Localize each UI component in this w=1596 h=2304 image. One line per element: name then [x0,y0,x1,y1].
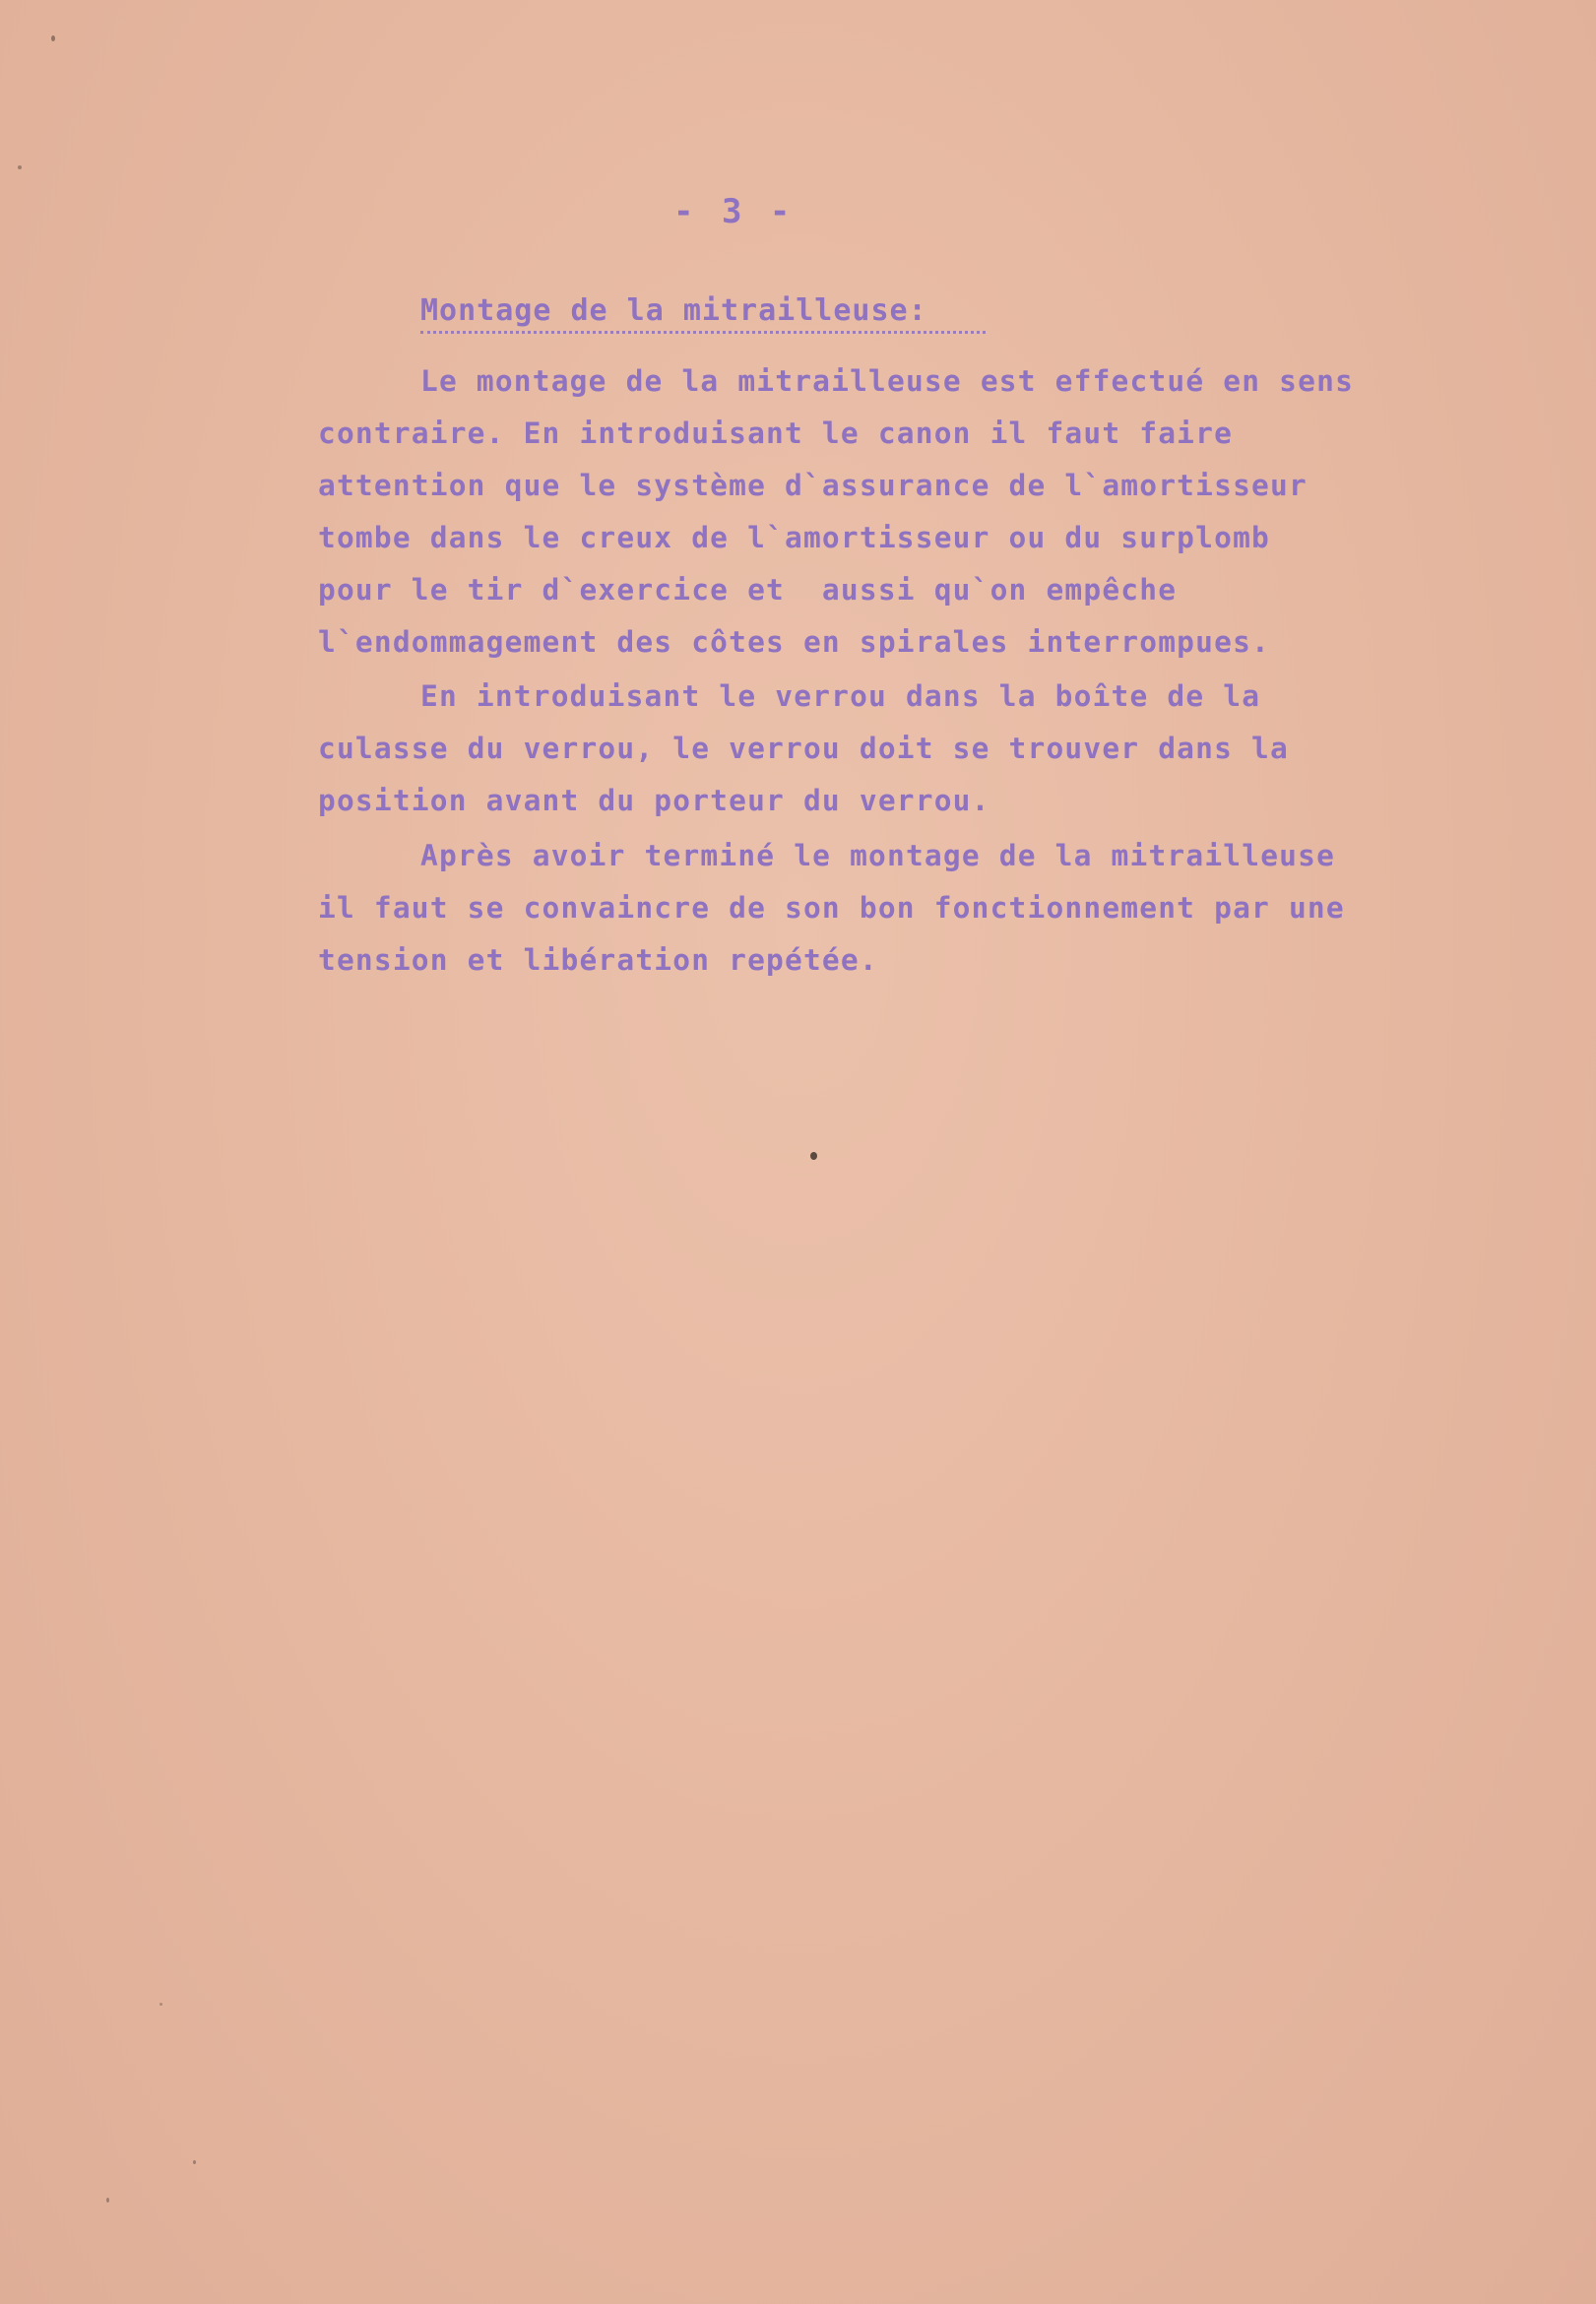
paper-speck [810,1152,817,1160]
paragraph-2-line-2: culasse du verrou, le verrou doit se trouver dans la [318,732,1289,765]
paragraph-1-line-1: Le montage de la mitrailleuse est effectué en sens [420,364,1355,398]
page-number: - 3 - [673,192,795,231]
paragraph-1-line-3: attention que le système d`assurance de l`amortisseur [318,469,1308,502]
paper-speck [193,2160,196,2164]
paragraph-1-line-6: l`endommagement des côtes en spirales interrompues. [318,625,1270,659]
paragraph-2-line-1: En introduisant le verrou dans la boîte de la [420,679,1261,713]
paragraph-3-line-3: tension et libération repétée. [318,943,878,977]
paragraph-2-line-3: position avant du porteur du verrou. [318,784,990,817]
paper-speck [51,35,55,41]
paragraph-1-line-4: tombe dans le creux de l`amortisseur ou du surplomb [318,521,1270,554]
paragraph-1-line-2: contraire. En introduisant le canon il faut faire [318,416,1234,450]
section-heading: Montage de la mitrailleuse: [420,293,927,328]
paragraph-3-line-1: Après avoir terminé le montage de la mitrailleuse [420,839,1336,872]
paragraph-1-line-5: pour le tir d`exercice et aussi qu`on empêche [318,573,1178,607]
paper-speck [106,2198,109,2203]
heading-underline [420,331,986,334]
paragraph-3-line-2: il faut se convaincre de son bon fonctionnement par une [318,891,1345,925]
paper-speck [160,2003,162,2006]
paper-speck [18,165,22,169]
